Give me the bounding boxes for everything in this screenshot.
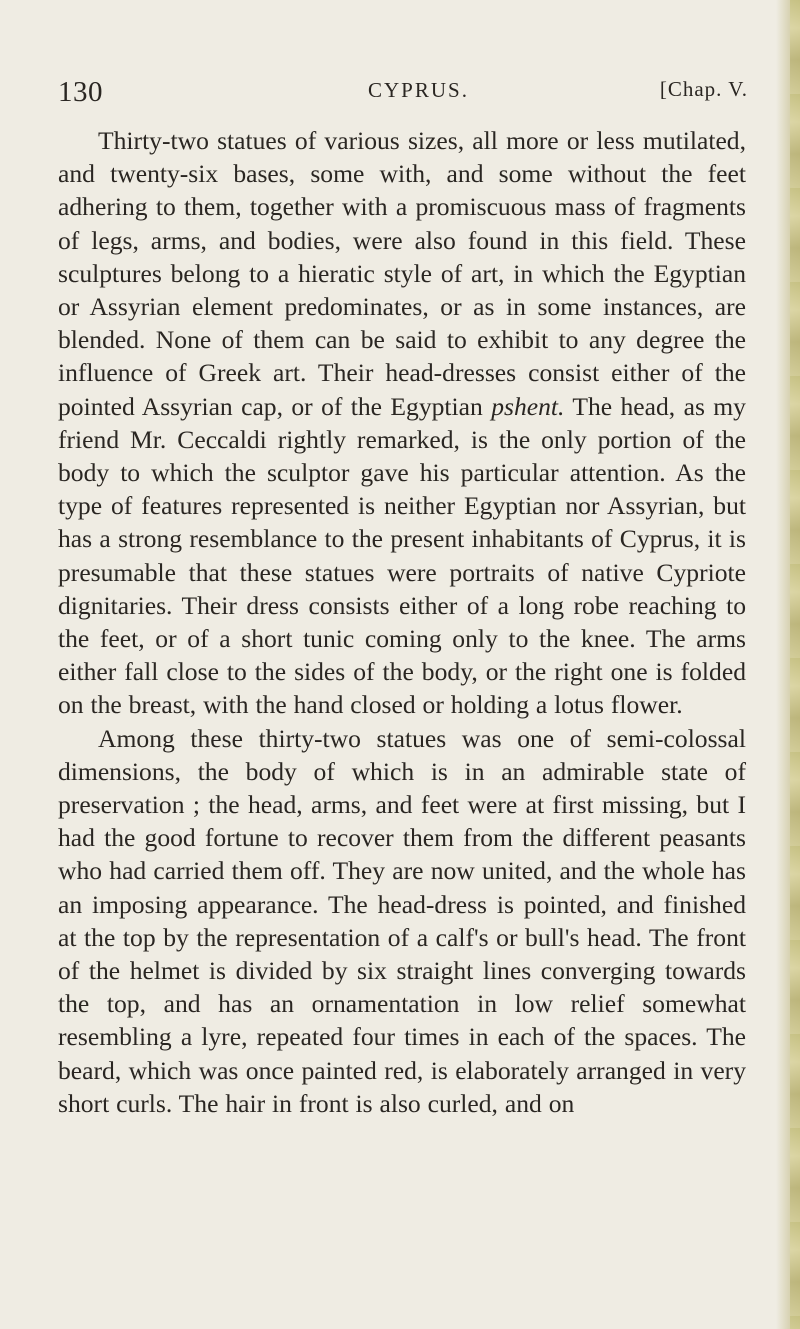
page-number: 130 — [58, 76, 103, 108]
chapter-reference: [Chap. V. — [659, 77, 748, 101]
body-text — [58, 124, 746, 1120]
paragraph-1-italic-term: pshent. — [491, 391, 565, 421]
running-title: CYPRUS. — [368, 78, 469, 102]
page-header — [58, 70, 748, 110]
paragraph-2: Among these thirty-two statues was one of semi-colossal dimensions, the body of which is in an admirable state of preservation ; the head, arms, and feet were at first missing, but I had the good fortune to recover them from the different peasants who had carried them off. They are now united, and the whole has an imposing appearance. The head-dress is pointed, and finished at the top by the representation of a calf's or bull's head. The front of the helmet is divided by six straight lines converging towards the top, and has an ornamentation in low relief somewhat resembling a lyre, repeated four times in each of the spaces. The beard, which was once painted red, is elaborately arranged in very short curls. The hair in front is also curled, and on — [58, 723, 746, 1118]
paragraph-1 — [58, 124, 746, 722]
page-edge-texture — [790, 0, 800, 1329]
paragraph-1-text-b: The head, as my friend Mr. Ceccaldi rightly remarked, is the only portion of the body to which the sculptor gave his particular attention. As the type of features represented is neither Egyptian nor Assyrian, but has a strong resemblance to the present inhabitants of Cyprus, it is presumable that these statues were portraits of native Cypriote dignitaries. Their dress consists either of a long robe reaching to the feet, or of a short tunic coming only to the knee. The arms either fall close to the sides of the body, or the right one is folded on the breast, with the hand closed or holding a lotus flower. — [58, 391, 746, 720]
paragraph-1-text-a: Thirty-two statues of various sizes, all more or less mutilated, and twenty-six bases, some with, and some without the feet adhering to them, together with a promiscuous mass of fragments of legs, arms, and bodies, were also found in this field. These sculptures belong to a hieratic style of art, in which the Egyptian or Assyrian element predominates, or as in some instances, are blended. None of them can be said to exhibit to any degree the influence of Greek art. Their head-dresses consist either of the pointed Assyrian cap, or of the Egyptian — [58, 126, 746, 421]
